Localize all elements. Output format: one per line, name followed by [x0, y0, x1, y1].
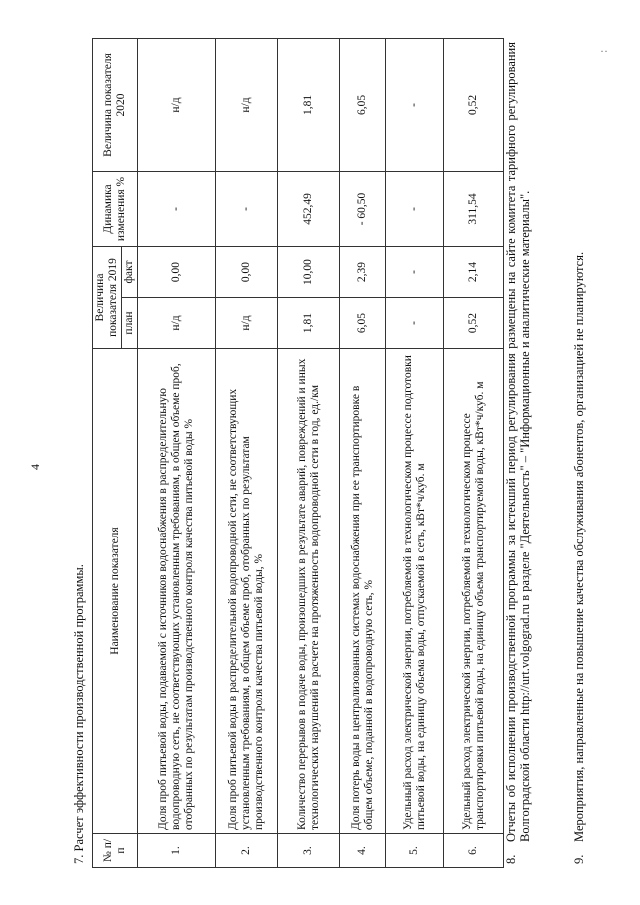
row-num: 5.	[386, 834, 444, 868]
row-num: 6.	[444, 834, 504, 868]
row-fact: 0,00	[216, 246, 278, 297]
row-value2020: -	[386, 38, 444, 171]
table-row	[138, 38, 216, 867]
paragraph-9-text: Мероприятия, направленные на повышение качества обслуживания абонентов, организацией не планируются.	[572, 251, 586, 842]
row-name: Доля потерь воды в централизованных системах водоснабжения при ее транспортировке в общем объеме, поданной в водопроводную сеть, %	[340, 349, 386, 834]
row-fact: -	[386, 246, 444, 297]
row-dynamics: -	[138, 171, 216, 246]
row-num: 3.	[278, 834, 340, 868]
paragraph-8-number: 8.	[504, 854, 518, 864]
row-value2020: н/д	[138, 38, 216, 171]
section-7-heading: 7. Расчет эффективности производственной программы.	[72, 564, 86, 864]
table-row	[386, 38, 444, 867]
row-value2020: 6,05	[340, 38, 386, 171]
row-dynamics: -	[216, 171, 278, 246]
row-dynamics: -	[386, 171, 444, 246]
row-plan: н/д	[216, 298, 278, 349]
row-fact: 2,39	[340, 246, 386, 297]
row-value2020: н/д	[216, 38, 278, 171]
row-plan: 0,52	[444, 298, 504, 349]
header-dynamics: Динамика изменения %	[93, 171, 138, 246]
row-name: Удельный расход электрической энергии, потребляемой в технологическом процессе транспортировки питьевой воды, на единицу объема транспортируемой воды, кВт*ч/куб. м	[444, 349, 504, 834]
row-name: Доля проб питьевой воды в распределительной водопроводной сети, не соответствующих установленным требованиям, в общем объеме проб, отобранных по результатам производственного контроля качества питьевой воды, %	[216, 349, 278, 834]
paragraph-9	[572, 42, 586, 864]
header-value2019: Величина показателя 2019	[93, 246, 122, 348]
row-name: Удельный расход электрической энергии, потребляемой в технологическом процессе подготовки питьевой воды, на единицу объема воды, отпускаемой в сеть, кВт*ч/куб. м	[386, 349, 444, 834]
row-num: 1.	[138, 834, 216, 868]
row-value2020: 0,52	[444, 38, 504, 171]
paragraph-8	[504, 42, 532, 864]
row-dynamics: 311,54	[444, 171, 504, 246]
table-row	[444, 38, 504, 867]
row-name: Доля проб питьевой воды, подаваемой с источников водоснабжения в распределительную водопроводную сеть, не соответствующих установленным требованиям, в общем объеме проб, отобранных по результатам производственного контроля качества питьевой воды %	[138, 349, 216, 834]
header-plan: план	[122, 298, 138, 349]
header-name: Наименование показателя	[93, 349, 138, 834]
header-row	[93, 38, 122, 867]
paragraph-8-text: Отчеты об исполнении производственной программы за истекший период регулирования размещены на сайте комитета тарифного регулирования Волгоградской области http://urt.volgograd.ru в разделе "Деятельность" – "Информационные и аналитические материалы".	[504, 42, 532, 842]
row-dynamics: - 60,50	[340, 171, 386, 246]
row-plan: -	[386, 298, 444, 349]
paragraph-9-number: 9.	[572, 854, 586, 864]
row-fact: 10,00	[278, 246, 340, 297]
header-value2020: Величина показателя 2020	[93, 38, 138, 171]
rotated-content	[20, 22, 620, 882]
row-plan: н/д	[138, 298, 216, 349]
page-number: 4	[28, 464, 42, 470]
header-fact: факт	[122, 246, 138, 297]
efficiency-table	[92, 38, 504, 868]
row-plan: 6,05	[340, 298, 386, 349]
row-value2020: 1,81	[278, 38, 340, 171]
scan-speck-mark: ··	[600, 44, 608, 58]
table-row	[278, 38, 340, 867]
row-name: Количество перерывов в подаче воды, произошедших в результате аварий, повреждений и иных технологических нарушений в расчете на протяженность водопроводной сети в год, ед./км	[278, 349, 340, 834]
header-num: № п/п	[93, 834, 138, 868]
row-plan: 1,81	[278, 298, 340, 349]
row-dynamics: 452,49	[278, 171, 340, 246]
row-num: 4.	[340, 834, 386, 868]
table-row	[340, 38, 386, 867]
table-row	[216, 38, 278, 867]
row-fact: 0,00	[138, 246, 216, 297]
row-num: 2.	[216, 834, 278, 868]
row-fact: 2,14	[444, 246, 504, 297]
